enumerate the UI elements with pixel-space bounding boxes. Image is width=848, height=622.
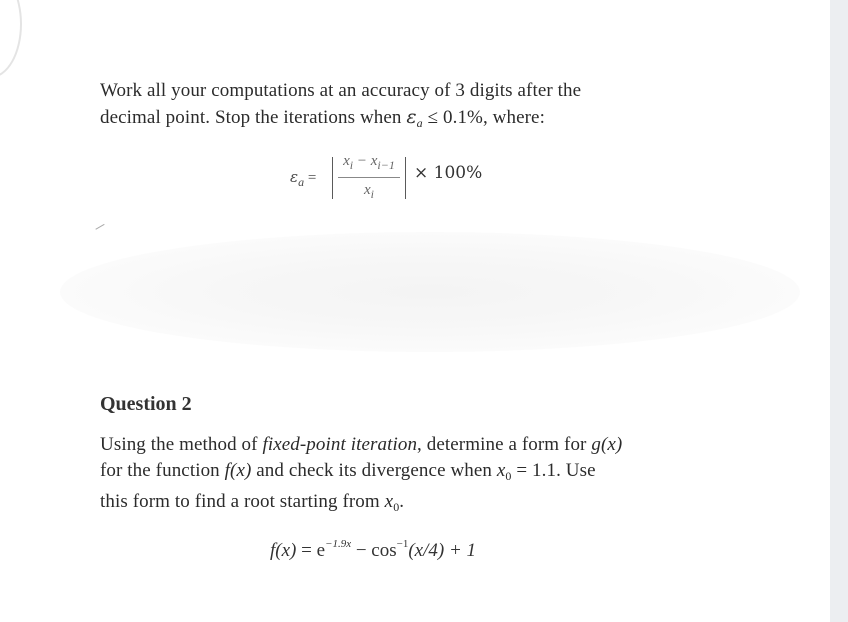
error-lhs-subscript: a [298, 175, 305, 189]
g-of-x: g(x) [591, 434, 623, 455]
question-line-2 [100, 458, 740, 489]
x0-subscript: 0 [505, 469, 512, 483]
instructions-line-2-text: decimal point. Stop the iterations when [100, 107, 407, 128]
abs-bar-left [332, 157, 333, 199]
fixed-point-iteration-term: fixed-point iteration [262, 434, 418, 455]
error-numerator [338, 153, 400, 173]
function-lhs: f(x) [270, 540, 297, 561]
function-rest: (x/4) + 1 [408, 540, 477, 561]
question-paragraph [100, 432, 740, 520]
epsilon-symbol: ε [406, 106, 417, 128]
question-line-3-text-b: . [399, 491, 405, 512]
error-lhs-epsilon: ε [290, 168, 299, 186]
stray-mark [95, 224, 106, 233]
numerator-x: x [343, 153, 350, 169]
error-denominator [338, 182, 400, 202]
question-line-1-text-b: , determine a form for [417, 434, 592, 455]
question-heading: Question 2 [100, 393, 192, 415]
function-cos: − cos [351, 540, 397, 561]
fraction-line [338, 177, 400, 178]
blurred-region [60, 232, 800, 352]
function-formula [270, 538, 476, 562]
x0-subscript-2: 0 [393, 500, 400, 514]
question-line-2-text-c: = 1.1. Use [511, 460, 596, 481]
instructions-line-1: Work all your computations at an accuracy of 3 digits after the [100, 80, 582, 101]
function-inverse-exponent: −1 [396, 538, 409, 550]
question-line-2-text-a: for the function [100, 460, 225, 481]
stop-criterion-text: ≤ 0.1%, where: [422, 107, 545, 128]
instructions-line-2 [100, 104, 740, 136]
corner-arc [0, 0, 22, 78]
numerator-sub-i-minus-1: i−1 [377, 158, 395, 172]
x0-symbol-2: x [384, 491, 394, 512]
instructions-paragraph [100, 78, 740, 136]
f-of-x: f(x) [224, 460, 252, 481]
question-line-3-text-a: this form to find a root starting from [100, 491, 385, 512]
function-exponent: −1.9x [325, 538, 352, 550]
epsilon-subscript: a [416, 116, 423, 130]
numerator-minus-x: − x [353, 153, 378, 169]
denominator-x: x [363, 182, 371, 198]
abs-bar-right [405, 157, 406, 199]
question-line-3 [100, 489, 740, 520]
question-line-1-text-a: Using the method of [100, 434, 263, 455]
denominator-sub-i: i [370, 187, 374, 201]
question-line-1 [100, 432, 740, 458]
function-eq-e: = e [296, 540, 326, 561]
error-lhs-equals: = [304, 170, 317, 186]
error-formula-rhs: × 100% [414, 163, 483, 183]
right-gutter [830, 0, 848, 622]
x0-symbol: x [496, 460, 506, 481]
numerator-sub-i: i [349, 158, 354, 172]
question-line-2-text-b: and check its divergence when [251, 460, 497, 481]
error-formula-lhs [290, 168, 316, 190]
